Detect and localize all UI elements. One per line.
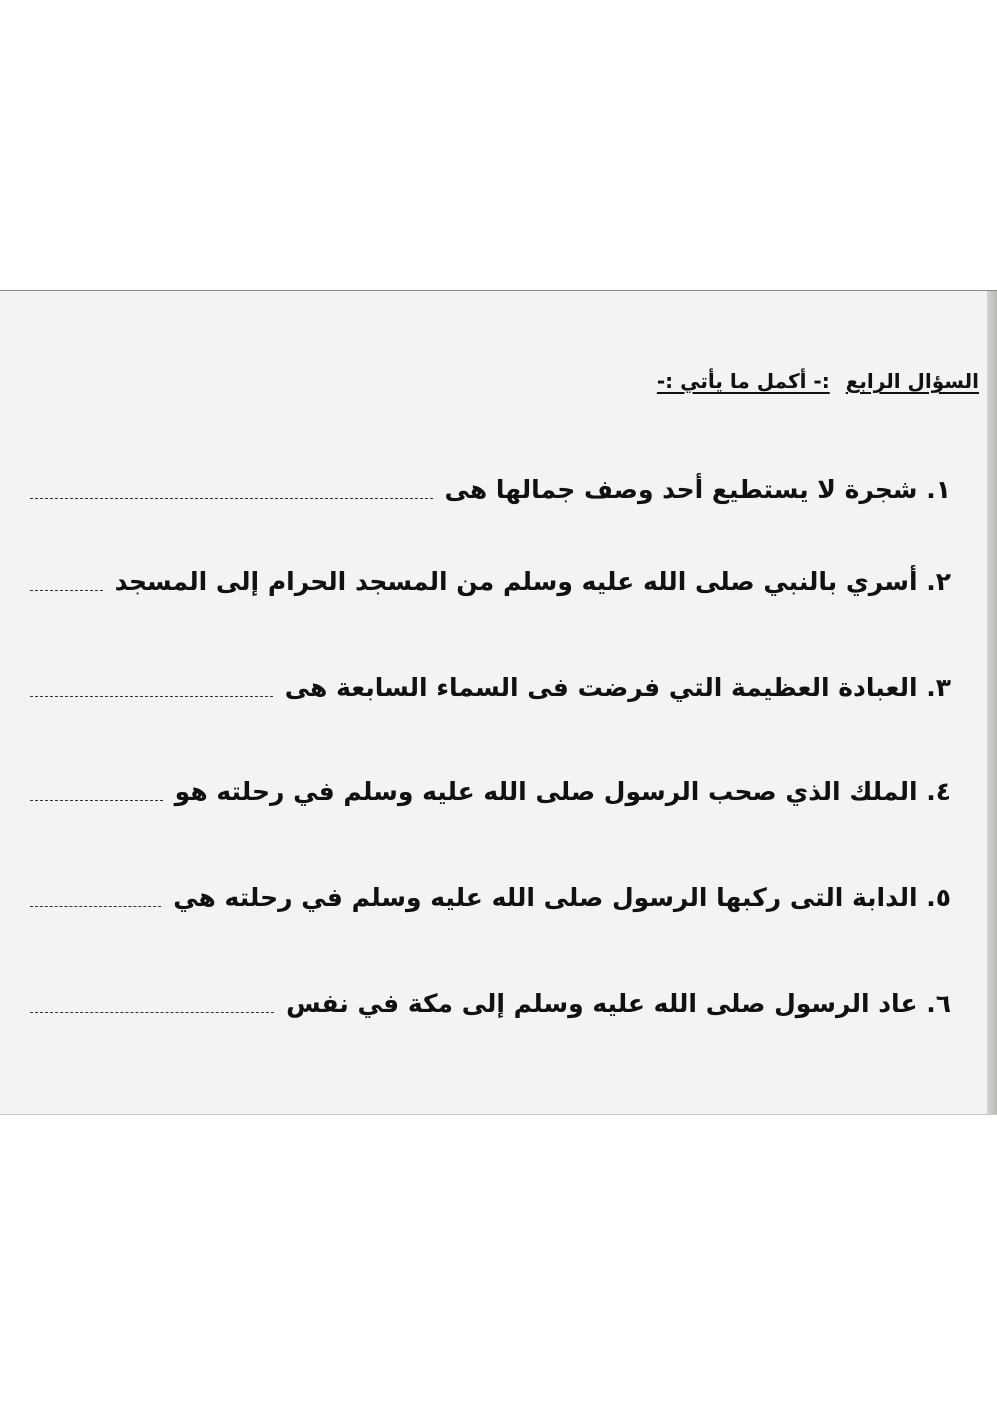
item-text: أسري بالنبي صلى الله عليه وسلم من المسجد الحرام إلى المسجد bbox=[114, 567, 918, 596]
item-number: ٣ bbox=[935, 673, 951, 702]
item-number: ٤ bbox=[935, 777, 951, 806]
answer-blank-line[interactable] bbox=[30, 498, 433, 499]
fill-blank-item-3: ٣. العبادة العظيمة التي فرضت فى السماء السابعة هى bbox=[30, 659, 951, 703]
answer-blank-line[interactable] bbox=[30, 800, 163, 801]
question-instruction: :- أكمل ما يأتي :- bbox=[656, 369, 830, 393]
question-heading bbox=[657, 369, 979, 393]
item-text: الدابة التى ركبها الرسول صلى الله عليه وسلم في رحلته هي bbox=[173, 883, 918, 912]
item-text: الملك الذي صحب الرسول صلى الله عليه وسلم في رحلته هو bbox=[174, 777, 918, 806]
scanned-worksheet bbox=[0, 290, 997, 1115]
item-number: ٦ bbox=[935, 989, 951, 1018]
answer-blank-line[interactable] bbox=[30, 906, 161, 907]
fill-blank-item-2: ٢. أسري بالنبي صلى الله عليه وسلم من المسجد الحرام إلى المسجد bbox=[30, 553, 951, 597]
fill-blank-item-1: ١. شجرة لا يستطيع أحد وصف جمالها هى bbox=[30, 461, 951, 505]
item-number: ١ bbox=[935, 475, 951, 504]
item-number: ٥ bbox=[935, 883, 951, 912]
answer-blank-line[interactable] bbox=[30, 696, 273, 697]
item-text: عاد الرسول صلى الله عليه وسلم إلى مكة في نفس bbox=[286, 989, 918, 1018]
question-title: السؤال الرابع bbox=[845, 369, 979, 393]
fill-blank-item-5: ٥. الدابة التى ركبها الرسول صلى الله عليه وسلم في رحلته هي bbox=[30, 869, 951, 913]
item-text: شجرة لا يستطيع أحد وصف جمالها هى bbox=[444, 475, 918, 504]
fill-blank-item-6: ٦. عاد الرسول صلى الله عليه وسلم إلى مكة في نفس bbox=[30, 975, 951, 1019]
item-text: العبادة العظيمة التي فرضت فى السماء السابعة هى bbox=[284, 673, 918, 702]
answer-blank-line[interactable] bbox=[30, 1012, 274, 1013]
item-number: ٢ bbox=[935, 567, 951, 596]
answer-blank-line[interactable] bbox=[30, 590, 103, 591]
fill-blank-item-4: ٤. الملك الذي صحب الرسول صلى الله عليه وسلم في رحلته هو bbox=[30, 763, 951, 807]
page-edge-shadow bbox=[987, 291, 997, 1114]
